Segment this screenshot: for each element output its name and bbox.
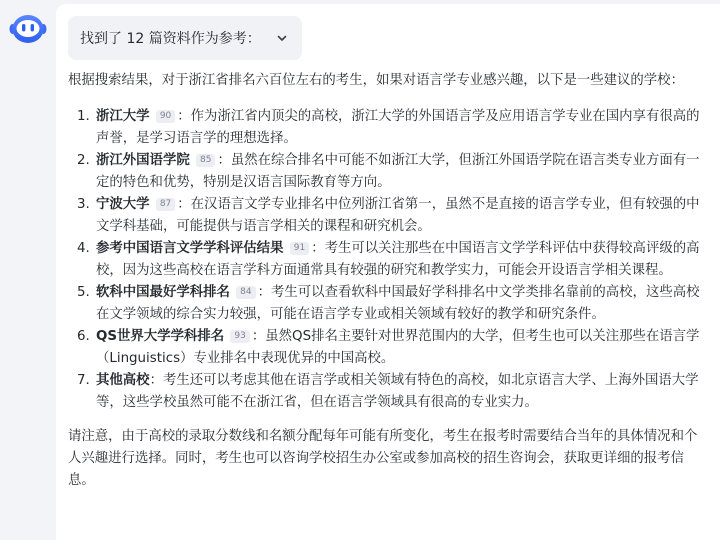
list-item: [94, 238, 706, 282]
list-item: [94, 282, 706, 326]
assistant-avatar: [9, 13, 47, 47]
answer-intro: 根据搜索结果，对于浙江省排名六百位左右的考生，如果对语言学专业感兴趣，以下是一些建议的学校：: [68, 73, 684, 88]
school-list: [68, 106, 706, 414]
robot-avatar-icon: [9, 13, 47, 47]
item-title: 宁波大学: [96, 197, 150, 212]
list-item: [94, 326, 706, 370]
answer-outro: 请注意，由于高校的录取分数线和名额分配每年可能有所变化，考生在报考时需要结合当年的具体情况和个人兴趣进行选择。同时，考生也可以咨询学校招生办公室或参加高校的招生咨询会，获取更详细的报考信息。: [68, 429, 698, 488]
item-text: ：考生可以查看软科中国最好学科排名中文学类排名靠前的高校，这些高校在文学领域的综合实力较强，可能在语言学专业或相关领域有较好的教学和研究条件。: [96, 285, 700, 322]
item-text: ：虽然QS排名主要针对世界范围内的大学，但考生也可以关注那些在语言学（Linguistics）专业排名中表现优异的中国高校。: [96, 329, 700, 366]
list-item: [94, 370, 706, 414]
item-title: QS世界大学学科排名: [96, 329, 225, 344]
citation-badge[interactable]: 93: [230, 330, 249, 343]
item-title: 参考中国语言文学学科评估结果: [96, 241, 284, 256]
item-text: ：在汉语言文学专业排名中位列浙江省第一，虽然不是直接的语言学专业，但有较强的中文学科基础，可能提供与语言学相关的课程和研究机会。: [96, 197, 700, 234]
list-item: [94, 106, 706, 150]
item-text: ：作为浙江省内顶尖的高校，浙江大学的外国语言学及应用语言学专业在国内享有很高的声誉，是学习语言学的理想选择。: [96, 109, 700, 146]
citation-badge[interactable]: 84: [236, 286, 255, 299]
citation-badge[interactable]: 90: [156, 110, 175, 123]
answer-content: [68, 70, 706, 492]
item-title: 软科中国最好学科排名: [96, 285, 230, 300]
item-text: ：虽然在综合排名中可能不如浙江大学，但浙江外国语学院在语言类专业方面有一定的特色和优势，特别是汉语言国际教育等方向。: [96, 153, 700, 190]
citation-badge[interactable]: 85: [196, 154, 215, 167]
item-text: ：考生还可以考虑其他在语言学或相关领域有特色的高校，如北京语言大学、上海外国语大学等，这些学校虽然可能不在浙江省，但在语言学领域具有很高的专业实力。: [96, 373, 699, 410]
list-item: [94, 150, 706, 194]
references-label: 找到了 12 篇资料作为参考：: [80, 31, 261, 47]
citation-badge[interactable]: 91: [290, 242, 309, 255]
citation-badge[interactable]: 87: [156, 198, 175, 211]
references-toggle[interactable]: [68, 16, 302, 60]
item-text: ：考生可以关注那些在中国语言文学学科评估中获得较高评级的高校，因为这些高校在语言学科方面通常具有较强的研究和教学实力，可能会开设语言学相关课程。: [96, 241, 700, 278]
item-title: 浙江大学: [96, 109, 150, 124]
list-item: [94, 194, 706, 238]
chevron-down-icon: [276, 32, 288, 44]
item-title: 其他高校: [96, 373, 150, 388]
item-title: 浙江外国语学院: [96, 153, 190, 168]
